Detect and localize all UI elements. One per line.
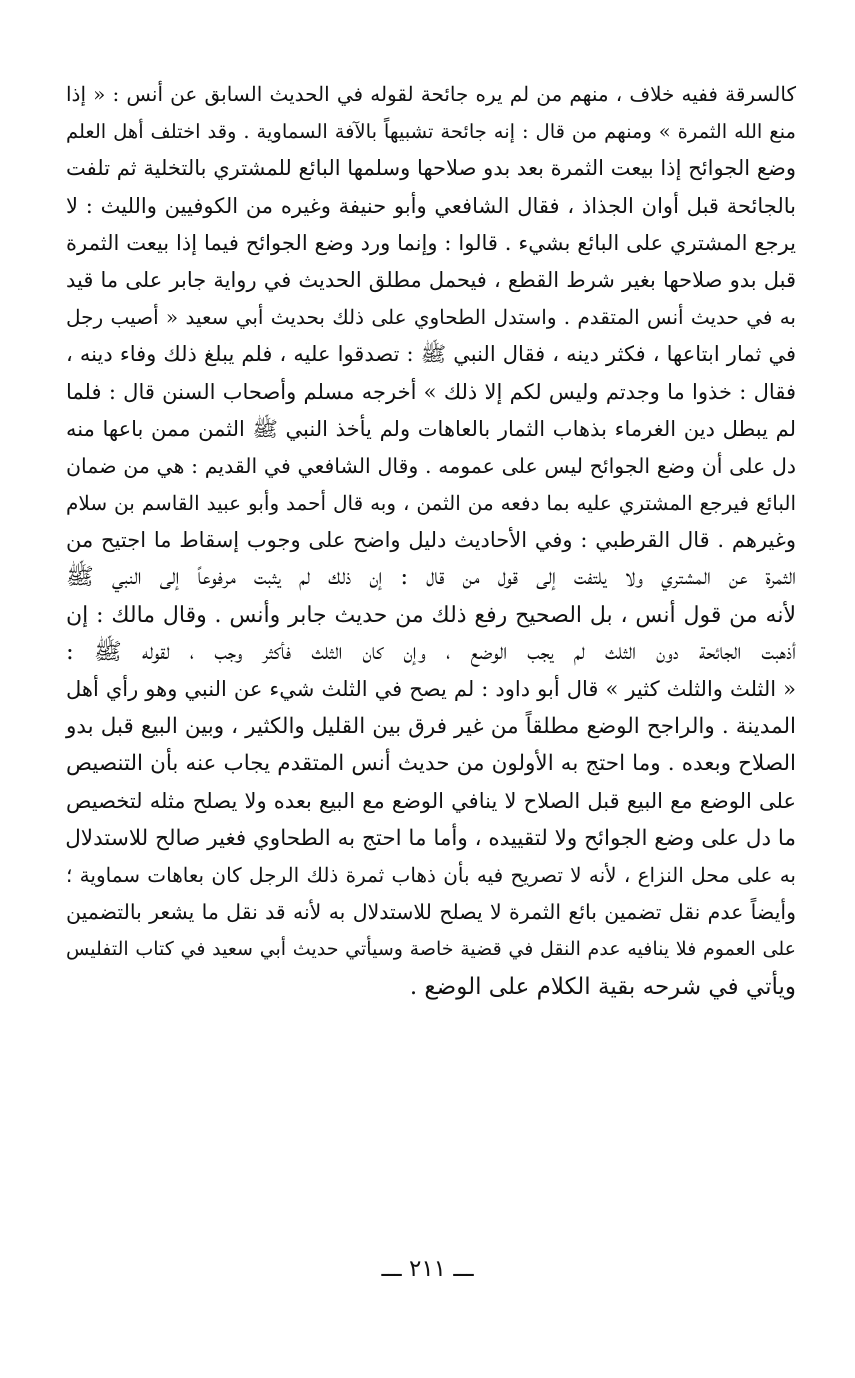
- text-line: في ثمار ابتاعها ، فكثر دينه ، فقال النبي ﷺ : تصدقوا عليه ، فلم يبلغ ذلك وفاء دينه ،: [66, 342, 796, 367]
- text-line: ما دل على وضع الجوائح ولا لتقييده ، وأما ما احتج به الطحاوي فغير صالح للاستدلال: [65, 825, 796, 851]
- text-line: يرجع المشتري على البائع بشيء . قالوا : وإنما ورد وضع الجوائح فيما إذا بيعت الثمرة: [66, 230, 796, 255]
- text-line: لأنه من قول أنس ، بل الصحيح رفع ذلك من حديث جابر وأنس . وقال مالك : إن: [66, 602, 796, 628]
- text-line: الصلاح وبعده . وما احتج به الأولون من حديث أنس المتقدم يجاب عنه بأن التنصيص: [66, 751, 796, 777]
- text-line: فقال : خذوا ما وجدتم وليس لكم إلا ذلك » أخرجه مسلم وأصحاب السنن قال : فلما: [66, 379, 796, 404]
- text-line: وغيرهم . قال القرطبي : وفي الأحاديث دليل واضح على وجوب إسقاط ما اجتيح من: [66, 528, 796, 553]
- text-line: به على محل النزاع ، لأنه لا تصريح فيه بأن ذهاب ثمرة ذلك الرجل كان بعاهات سماوية ؛: [66, 862, 796, 887]
- text-line: كالسرقة ففيه خلاف ، منهم من لم يره جائحة لقوله في الحديث السابق عن أنس : « إذا: [66, 82, 796, 106]
- text-line: أذهبت الجائحة دون الثلث لم يجب الوضع ، وإن كان الثلث فأكثر وجب ، لقوله ﷺ :: [66, 638, 796, 665]
- body-text: [66, 76, 796, 1006]
- text-line: دل على أن وضع الجوائح ليس على عمومه . وقال الشافعي في القديم : هي من ضمان: [66, 453, 796, 478]
- text-line: قبل بدو صلاحها بغير شرط القطع ، فيحمل مطلق الحديث في رواية جابر على ما قيد: [66, 267, 796, 292]
- text-line: الثمرة عن المشتري ولا يلتفت إلى قول من قال : إن ذلك لم يثبت مرفوعاً إلى النبي ﷺ: [66, 564, 796, 591]
- text-line: به في حديث أنس المتقدم . واستدل الطحاوي على ذلك بحديث أبي سعيد « أصيب رجل: [66, 305, 796, 330]
- text-line: ويأتي في شرحه بقية الكلام على الوضع .: [409, 973, 796, 1000]
- text-line: المدينة . والراجح الوضع مطلقاً من غير فرق بين القليل والكثير ، وبين البيع قبل بدو: [66, 714, 796, 740]
- text-line: على الوضع مع البيع قبل الصلاح لا ينافي الوضع مع البيع بعده ولا يصلح مثله لتخصيص: [66, 788, 796, 813]
- page-number: ـــ ٢١١ ـــ: [381, 1256, 474, 1282]
- text-line: وضع الجوائح إذا بيعت الثمرة بعد بدو صلاحها وسلمها البائع للمشتري بالتخلية ثم تلفت: [66, 156, 796, 181]
- text-line: بالجائحة قبل أوان الجذاذ ، فقال الشافعي وأبو حنيفة وغيره من الكوفيين والليث : لا: [66, 193, 796, 218]
- text-line: البائع فيرجع المشتري عليه بما دفعه من الثمن ، وبه قال أحمد وأبو عبيد القاسم بن سلام: [66, 491, 796, 516]
- text-line: منع الله الثمرة » ومنهم من قال : إنه جائحة تشبيهاً بالآفة السماوية . وقد اختلف أهل العلم: [66, 120, 796, 144]
- text-line: على العموم فلا ينافيه عدم النقل في قضية خاصة وسيأتي حديث أبي سعيد في كتاب التفليس: [66, 938, 796, 961]
- text-line: « الثلث والثلث كثير » قال أبو داود : لم يصح في الثلث شيء عن النبي وهو رأي أهل: [66, 677, 796, 701]
- text-line: لم يبطل دين الغرماء بذهاب الثمار بالعاهات ولم يأخذ النبي ﷺ الثمن ممن باعها منه: [66, 416, 796, 441]
- text-line: وأيضاً عدم نقل تضمين بائع الثمرة لا يصلح للاستدلال به لأنه قد نقل ما يشعر بالتضمين: [66, 900, 796, 925]
